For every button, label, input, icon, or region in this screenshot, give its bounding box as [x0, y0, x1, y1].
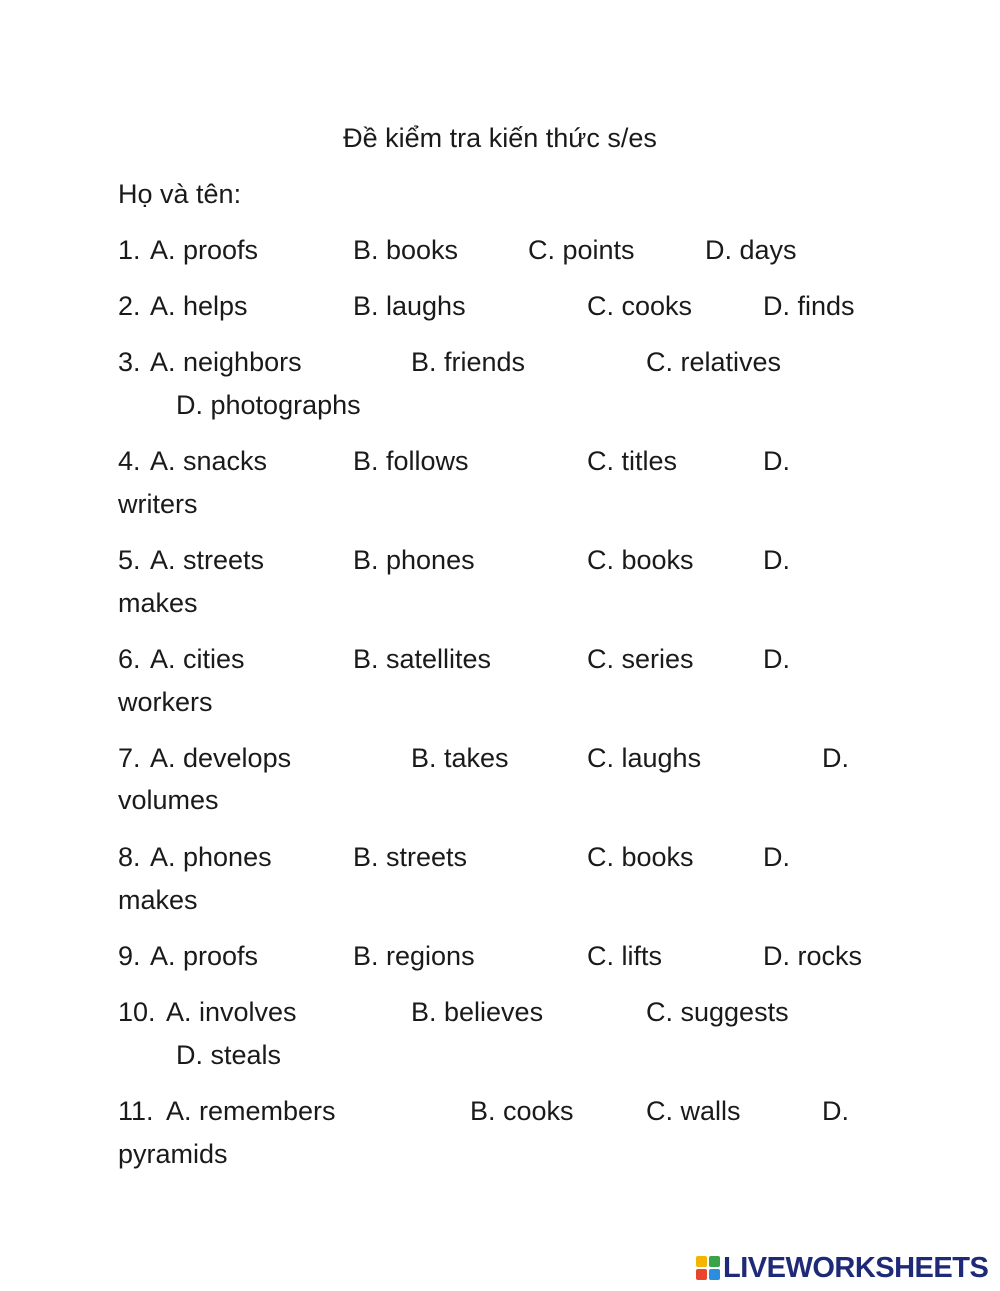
q7-option-a: A. develops: [150, 743, 292, 773]
q5-number: 5.: [118, 545, 141, 575]
q8-option-b: B. streets: [353, 842, 468, 872]
q8-option-c: C. books: [587, 842, 694, 872]
q6-option-d: D.: [763, 644, 790, 674]
q10-option-b: B. believes: [411, 997, 544, 1027]
q4-option-c: C. titles: [587, 446, 678, 476]
q4-option-d: D.: [763, 446, 790, 476]
q1-option-d: D. days: [705, 235, 797, 265]
q3-option-c: C. relatives: [646, 347, 782, 377]
q4-option-b: B. follows: [353, 446, 469, 476]
q7-option-c: C. laughs: [587, 743, 702, 773]
q11-option-d: D.: [822, 1096, 849, 1126]
q7-number: 7.: [118, 743, 141, 773]
q6-number: 6.: [118, 644, 141, 674]
q2-option-d: D. finds: [763, 291, 855, 321]
q7-option-b: B. takes: [411, 743, 509, 773]
q9-option-b: B. regions: [353, 941, 475, 971]
worksheet-title: Đề kiểm tra kiến thức s/es: [343, 123, 657, 153]
q3-option-a: A. neighbors: [150, 347, 302, 377]
q9-option-a: A. proofs: [150, 941, 259, 971]
q8-option-d: D.: [763, 842, 790, 872]
q5-option-b: B. phones: [353, 545, 475, 575]
q2-option-b: B. laughs: [353, 291, 466, 321]
q6-option-a: A. cities: [150, 644, 245, 674]
q10-option-c: C. suggests: [646, 997, 789, 1027]
q11-option-d-word: pyramids: [118, 1139, 228, 1169]
q10-number: 10.: [118, 997, 156, 1027]
q8-option-a: A. phones: [150, 842, 272, 872]
q1-number: 1.: [118, 235, 141, 265]
q9-number: 9.: [118, 941, 141, 971]
q8-option-d-word: makes: [118, 885, 198, 915]
q2-number: 2.: [118, 291, 141, 321]
liveworksheets-logo-text: LIVEWORKSHEETS: [723, 1252, 989, 1284]
q1-option-c: C. points: [528, 235, 635, 265]
q10-option-d: D. steals: [176, 1040, 282, 1070]
name-label: Họ và tên:: [118, 179, 242, 209]
q5-option-c: C. books: [587, 545, 694, 575]
q2-option-c: C. cooks: [587, 291, 693, 321]
q5-option-d: D.: [763, 545, 790, 575]
liveworksheets-logo: [696, 1250, 988, 1286]
q11-option-a: A. remembers: [166, 1096, 336, 1126]
q7-option-d-word: volumes: [118, 785, 219, 815]
q1-option-b: B. books: [353, 235, 459, 265]
q4-option-d-word: writers: [118, 489, 198, 519]
q3-number: 3.: [118, 347, 141, 377]
q3-option-b: B. friends: [411, 347, 526, 377]
q6-option-b: B. satellites: [353, 644, 492, 674]
q4-option-a: A. snacks: [150, 446, 268, 476]
q11-option-c: C. walls: [646, 1096, 741, 1126]
q10-option-a: A. involves: [166, 997, 297, 1027]
q5-option-d-word: makes: [118, 588, 198, 618]
q11-option-b: B. cooks: [470, 1096, 574, 1126]
q9-option-d: D. rocks: [763, 941, 863, 971]
q5-option-a: A. streets: [150, 545, 265, 575]
q1-option-a: A. proofs: [150, 235, 259, 265]
q9-option-c: C. lifts: [587, 941, 663, 971]
q6-option-d-word: workers: [118, 687, 213, 717]
q3-option-d: D. photographs: [176, 390, 361, 420]
liveworksheets-logo-icon: [696, 1256, 720, 1280]
q2-option-a: A. helps: [150, 291, 248, 321]
q4-number: 4.: [118, 446, 141, 476]
q11-number: 11.: [118, 1096, 154, 1126]
q8-number: 8.: [118, 842, 141, 872]
q7-option-d: D.: [822, 743, 849, 773]
q6-option-c: C. series: [587, 644, 694, 674]
